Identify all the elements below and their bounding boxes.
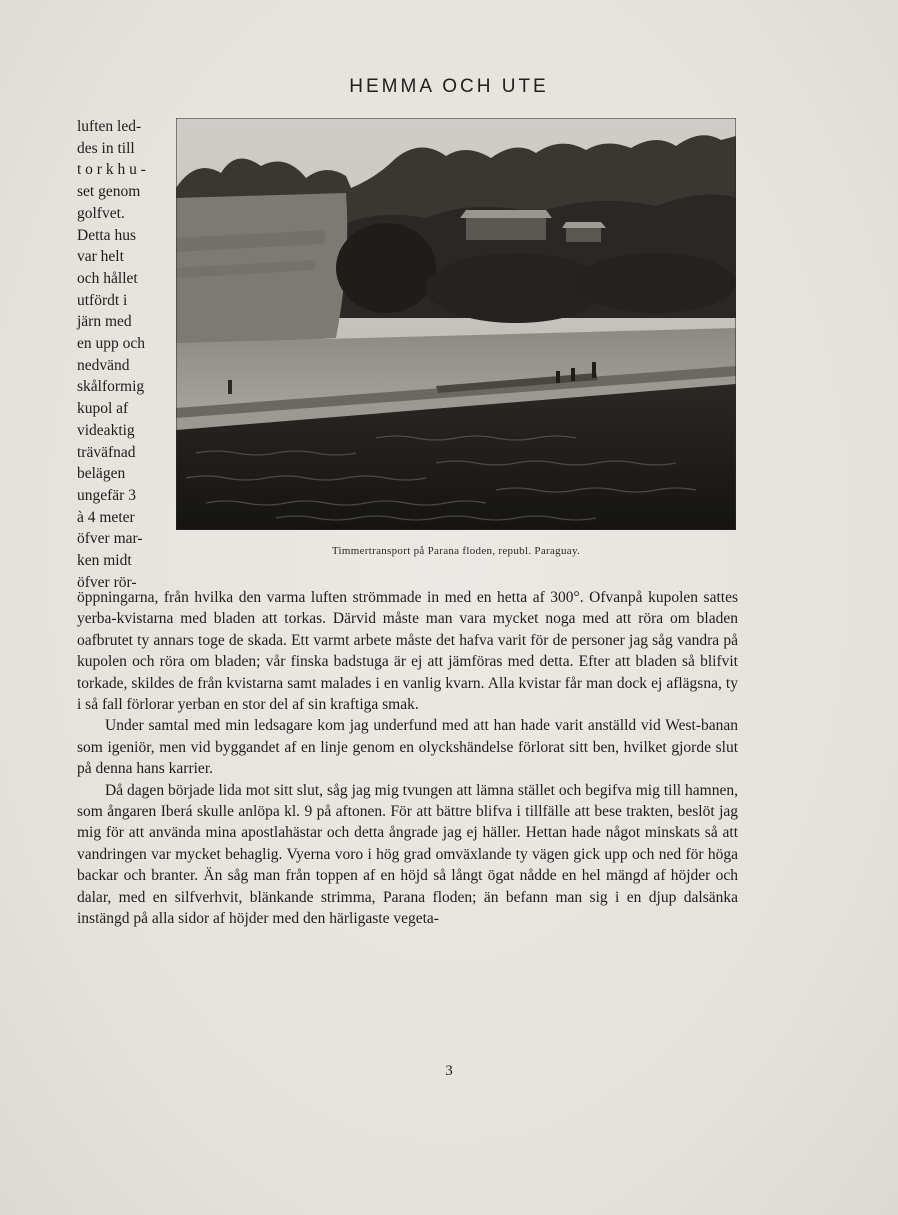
column-line: ungefär 3 <box>77 486 136 504</box>
column-line: nedvänd <box>77 356 130 374</box>
column-line: videaktig <box>77 421 135 439</box>
column-line: skålformig <box>77 378 145 396</box>
column-line: och hållet <box>77 269 138 287</box>
column-line: öfver rör- <box>77 573 137 591</box>
body-paragraph: öppningarna, från hvilka den varma luften strömmade in med en hetta af 300°. Ofvanpå kupolen sattes yerba-kvistarna med bladen att torkas. Därvid måste man vara mycket noga med att röra om bladen oafbrutet ty annars toge de skada. Ett varmt arbete måste det hafva varit för de personer jag såg vandra på kupolen och röra om bladen; vår finska badstuga är ej att jämföras med detta. Efter att bladen så blifvit torkade, skildes de från kvistarna samt malades i en vanlig kvarn. Alla kvistar får man dock ej aflägsna, ty i så fall förlorar yerban en stor del af sin kraftiga smak. <box>77 589 738 714</box>
column-line: öfver mar- <box>77 530 143 548</box>
column-line: à 4 meter <box>77 508 135 526</box>
column-line: järn med <box>77 313 132 331</box>
column-line: golfvet. <box>77 204 125 222</box>
running-header: HEMMA OCH UTE <box>349 76 549 97</box>
river-timber-photo <box>176 118 736 530</box>
column-line: kupol af <box>77 400 129 418</box>
column-line: ken midt <box>77 552 132 570</box>
column-line: träväfnad <box>77 443 136 461</box>
column-line: belägen <box>77 465 126 483</box>
column-line: var helt <box>77 248 124 266</box>
body-paragraph: Under samtal med min ledsagare kom jag underfund med att han hade varit anställd vid West-banan som igeniör, men vid byggandet af en linje genom en olyckshändelse förlorat sitt ben, hvilket gjorde slut på denna hans karrier. <box>77 717 738 778</box>
figure-caption: Timmertransport på Parana floden, republ. Paraguay. <box>331 545 581 557</box>
column-line: Detta hus <box>77 226 136 244</box>
page-number: 3 <box>445 1063 453 1079</box>
column-line: set genom <box>77 183 141 201</box>
column-line: en upp och <box>77 335 146 353</box>
column-line: t o r k h u - <box>77 161 146 179</box>
column-line: des in till <box>77 139 135 157</box>
narrow-text-column <box>77 116 169 593</box>
body-paragraph: Då dagen började lida mot sitt slut, såg jag mig tvungen att lämna stället och begifva mig till hamnen, som ångaren Iberá skulle anlöpa kl. 9 på aftonen. För att bättre blifva i tillfälle att bese trakten, beslöt jag mig för att använda mina apostlahästar och detta ångrade jag ej häller. Hettan hade något minskats så att vandringen var mycket behaglig. Vyerna voro i hög grad omväxlande ty vägen gick upp och ned för höga backar och branter. Än såg man från toppen af en höjd så långt ögat nådde en hel mängd af höjder och dalar, med en silfverhvit, blänkande strimma, Parana floden; än befann man sig i en djup dalsänka instängd på alla sidor af höjder med den härligaste vegeta- <box>77 781 738 928</box>
column-line: luften led- <box>77 118 142 135</box>
column-line: utfördt i <box>77 291 128 309</box>
main-body-text <box>77 587 738 930</box>
